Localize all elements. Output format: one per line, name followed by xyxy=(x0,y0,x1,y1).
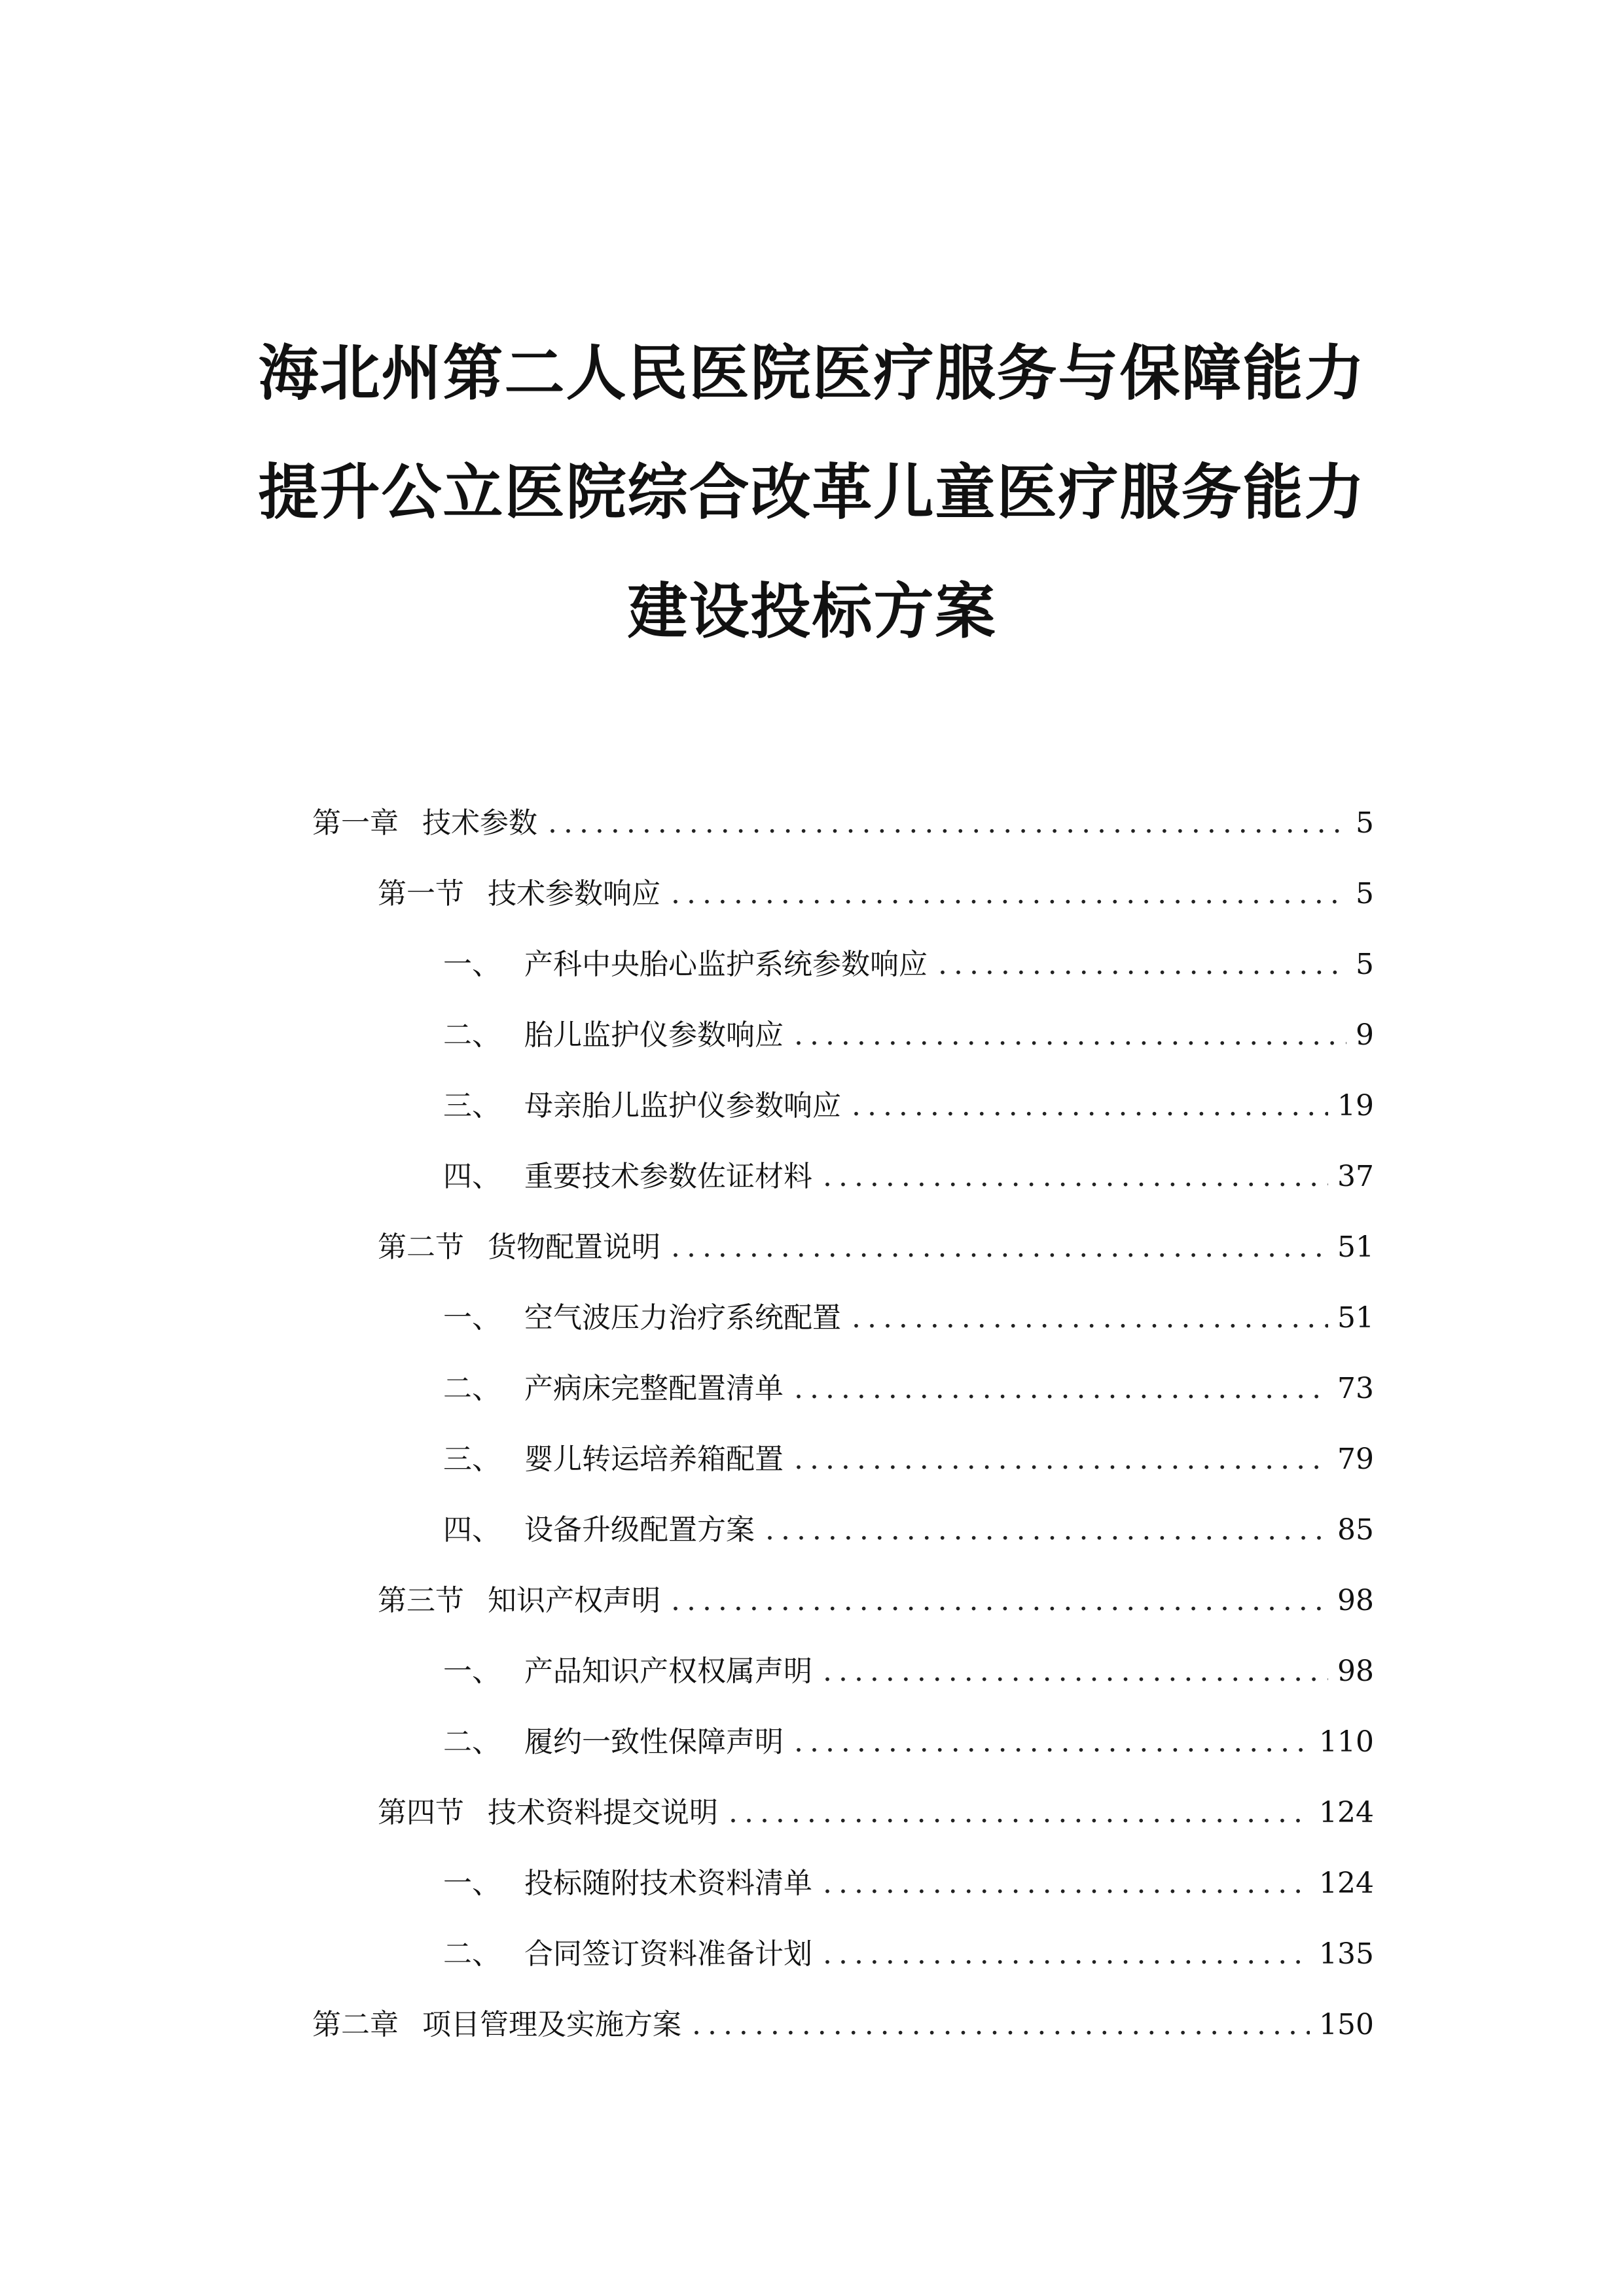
toc-entry-page: 51 xyxy=(1337,1230,1374,1264)
toc-entry-number: 三、 xyxy=(443,1089,501,1122)
toc-entry-number: 四、 xyxy=(443,1160,501,1193)
toc-subsection-entry[interactable] xyxy=(443,1511,1374,1550)
toc-entry-number: 三、 xyxy=(443,1443,501,1476)
toc-entry-label: 合同签订资料准备计划 xyxy=(524,1937,812,1971)
toc-entry-number: 一、 xyxy=(443,1301,501,1335)
title-line-3: 建设投标方案 xyxy=(627,577,997,647)
toc-entry-page: 98 xyxy=(1337,1584,1374,1617)
toc-dot-leader xyxy=(692,2005,1310,2045)
toc-dot-leader xyxy=(548,804,1346,843)
toc-entry-label: 重要技术参数佐证材料 xyxy=(524,1160,812,1193)
toc-dot-leader xyxy=(823,1652,1328,1691)
toc-section-entry[interactable] xyxy=(378,874,1374,914)
toc-entry-number: 四、 xyxy=(443,1513,501,1547)
toc-entry-label: 设备升级配置方案 xyxy=(524,1513,755,1547)
toc-entry-page: 79 xyxy=(1337,1443,1374,1476)
toc-entry-page: 85 xyxy=(1337,1513,1374,1547)
toc-entry-label: 投标随附技术资料清单 xyxy=(524,1867,812,1900)
toc-dot-leader xyxy=(794,1016,1346,1055)
toc-entry-number: 第一节 xyxy=(378,877,464,910)
toc-subsection-entry[interactable] xyxy=(443,1157,1374,1196)
toc-entry-page: 73 xyxy=(1337,1372,1374,1405)
toc-section-entry[interactable] xyxy=(378,1793,1374,1833)
toc-subsection-entry[interactable] xyxy=(443,1369,1374,1408)
toc-subsection-entry[interactable] xyxy=(443,945,1374,984)
toc-chapter-entry[interactable] xyxy=(312,2005,1374,2045)
toc-subsection-entry[interactable] xyxy=(443,1723,1374,1762)
toc-section-entry[interactable] xyxy=(378,1228,1374,1267)
toc-entry-page: 51 xyxy=(1337,1301,1374,1335)
toc-entry-label: 技术参数响应 xyxy=(488,877,660,910)
toc-entry-number: 第一章 xyxy=(312,806,399,840)
toc-entry-page: 150 xyxy=(1319,2008,1374,2041)
toc-entry-number: 一、 xyxy=(443,948,501,981)
toc-dot-leader xyxy=(671,1581,1328,1621)
toc-dot-leader xyxy=(765,1511,1328,1550)
toc-entry-label: 胎儿监护仪参数响应 xyxy=(524,1018,784,1052)
toc-dot-leader xyxy=(794,1440,1328,1479)
toc-entry-number: 一、 xyxy=(443,1655,501,1688)
toc-section-entry[interactable] xyxy=(378,1581,1374,1621)
toc-dot-leader xyxy=(938,945,1346,984)
toc-subsection-entry[interactable] xyxy=(443,1652,1374,1691)
toc-entry-number: 第二章 xyxy=(312,2008,399,2041)
toc-entry-page: 5 xyxy=(1356,877,1374,910)
toc-subsection-entry[interactable] xyxy=(443,1935,1374,1974)
toc-dot-leader xyxy=(671,1228,1328,1267)
toc-entry-page: 124 xyxy=(1319,1796,1374,1829)
toc-entry-number: 二、 xyxy=(443,1372,501,1405)
toc-entry-number: 二、 xyxy=(443,1725,501,1759)
toc-entry-page: 37 xyxy=(1337,1160,1374,1193)
toc-entry-label: 货物配置说明 xyxy=(488,1230,660,1264)
toc-entry-page: 98 xyxy=(1337,1655,1374,1688)
toc-dot-leader xyxy=(823,1157,1328,1196)
toc-entry-number: 第二节 xyxy=(378,1230,464,1264)
toc-entry-page: 135 xyxy=(1319,1937,1374,1971)
toc-subsection-entry[interactable] xyxy=(443,1086,1374,1126)
toc-dot-leader xyxy=(729,1793,1310,1833)
toc-dot-leader xyxy=(852,1299,1328,1338)
toc-entry-label: 母亲胎儿监护仪参数响应 xyxy=(524,1089,841,1122)
title-line-2: 提升公立医院综合改革儿童医疗服务能力 xyxy=(258,457,1366,528)
toc-entry-label: 技术参数 xyxy=(422,806,537,840)
toc-subsection-entry[interactable] xyxy=(443,1440,1374,1479)
toc-entry-number: 一、 xyxy=(443,1867,501,1900)
toc-entry-label: 技术资料提交说明 xyxy=(488,1796,718,1829)
toc-entry-page: 124 xyxy=(1319,1867,1374,1900)
toc-subsection-entry[interactable] xyxy=(443,1299,1374,1338)
title-line-1: 海北州第二人民医院医疗服务与保障能力 xyxy=(258,338,1366,408)
toc-entry-label: 产科中央胎心监护系统参数响应 xyxy=(524,948,928,981)
toc-entry-label: 空气波压力治疗系统配置 xyxy=(524,1301,841,1335)
toc-entry-label: 知识产权声明 xyxy=(488,1584,660,1617)
toc-entry-number: 二、 xyxy=(443,1018,501,1052)
toc-subsection-entry[interactable] xyxy=(443,1864,1374,1903)
document-title xyxy=(196,314,1428,672)
toc-entry-number: 第四节 xyxy=(378,1796,464,1829)
toc-dot-leader xyxy=(823,1864,1310,1903)
toc-dot-leader xyxy=(794,1723,1310,1762)
toc-entry-page: 110 xyxy=(1319,1725,1374,1759)
toc-subsection-entry[interactable] xyxy=(443,1016,1374,1055)
toc-entry-label: 履约一致性保障声明 xyxy=(524,1725,784,1759)
toc-entry-label: 婴儿转运培养箱配置 xyxy=(524,1443,784,1476)
toc-entry-page: 5 xyxy=(1356,948,1374,981)
toc-entry-number: 第三节 xyxy=(378,1584,464,1617)
toc-entry-label: 产品知识产权权属声明 xyxy=(524,1655,812,1688)
toc-entry-label: 产病床完整配置清单 xyxy=(524,1372,784,1405)
toc-chapter-entry[interactable] xyxy=(312,804,1374,843)
toc-dot-leader xyxy=(852,1086,1328,1126)
toc-entry-label: 项目管理及实施方案 xyxy=(422,2008,681,2041)
toc-dot-leader xyxy=(671,874,1346,914)
toc-entry-page: 5 xyxy=(1356,806,1374,840)
toc-dot-leader xyxy=(794,1369,1328,1408)
toc-dot-leader xyxy=(823,1935,1310,1974)
toc-entry-number: 二、 xyxy=(443,1937,501,1971)
toc-entry-page: 9 xyxy=(1356,1018,1374,1052)
toc-entry-page: 19 xyxy=(1337,1089,1374,1122)
